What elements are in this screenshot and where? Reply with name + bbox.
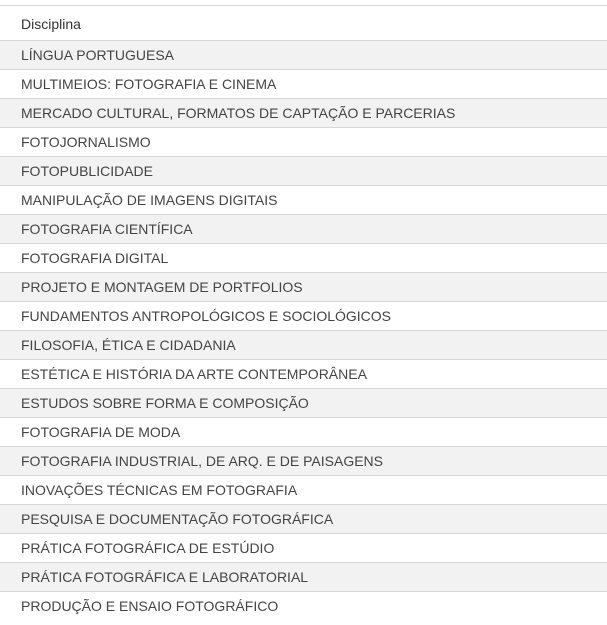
table-row: MULTIMEIOS: FOTOGRAFIA E CINEMA (0, 70, 607, 99)
table-row: MANIPULAÇÃO DE IMAGENS DIGITAIS (0, 186, 607, 215)
disciplines-table (0, 6, 607, 621)
table-body (0, 41, 607, 621)
table-row: FOTOGRAFIA DE MODA (0, 418, 607, 447)
table-row: FUNDAMENTOS ANTROPOLÓGICOS E SOCIOLÓGICOS (0, 302, 607, 331)
table-row: FOTOGRAFIA CIENTÍFICA (0, 215, 607, 244)
table-row: MERCADO CULTURAL, FORMATOS DE CAPTAÇÃO E PARCERIAS (0, 99, 607, 128)
table-row: PESQUISA E DOCUMENTAÇÃO FOTOGRÁFICA (0, 505, 607, 534)
table-row: FOTOGRAFIA INDUSTRIAL, DE ARQ. E DE PAISAGENS (0, 447, 607, 476)
table-header-disciplina: Disciplina (0, 6, 607, 41)
table-row: FOTOGRAFIA DIGITAL (0, 244, 607, 273)
table-row: ESTÉTICA E HISTÓRIA DA ARTE CONTEMPORÂNEA (0, 360, 607, 389)
table-row: PRÁTICA FOTOGRÁFICA DE ESTÚDIO (0, 534, 607, 563)
table-row: INOVAÇÕES TÉCNICAS EM FOTOGRAFIA (0, 476, 607, 505)
table-row: FOTOJORNALISMO (0, 128, 607, 157)
table-row: LÍNGUA PORTUGUESA (0, 41, 607, 70)
table-row: FILOSOFIA, ÉTICA E CIDADANIA (0, 331, 607, 360)
table-row: ESTUDOS SOBRE FORMA E COMPOSIÇÃO (0, 389, 607, 418)
table-row: FOTOPUBLICIDADE (0, 157, 607, 186)
table-row: PRÁTICA FOTOGRÁFICA E LABORATORIAL (0, 563, 607, 592)
table-row: PROJETO E MONTAGEM DE PORTFOLIOS (0, 273, 607, 302)
table-row: PRODUÇÃO E ENSAIO FOTOGRÁFICO (0, 592, 607, 621)
